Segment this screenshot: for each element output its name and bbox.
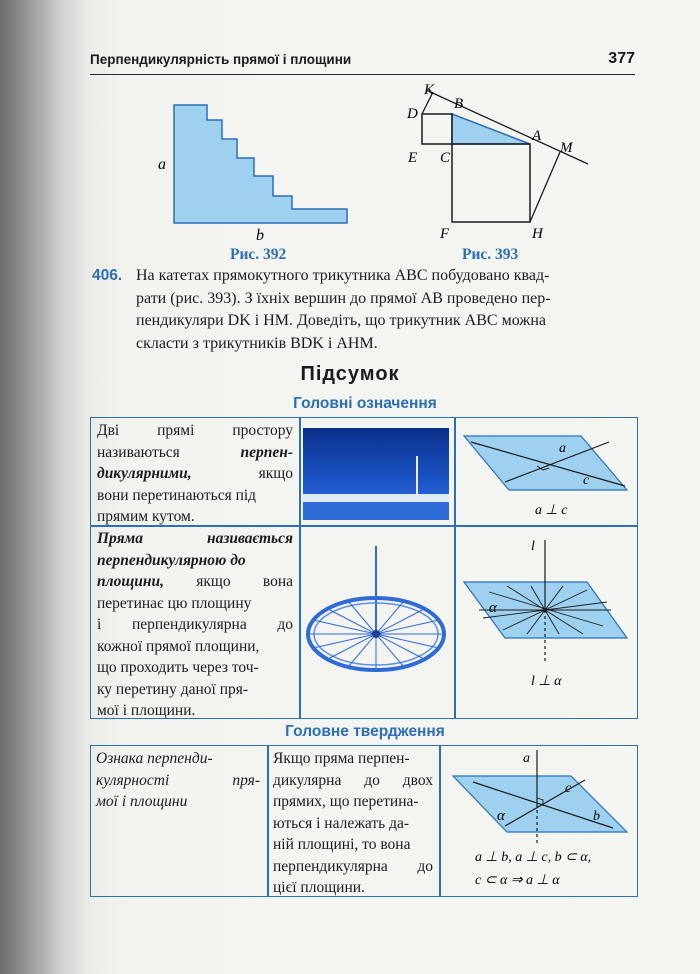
- text-line: дикулярними, якщо: [97, 465, 293, 482]
- text-line: кожної прямої площини,: [97, 637, 260, 655]
- running-title: Перпендикулярність прямої і площини: [90, 52, 352, 67]
- theorem-statement: [273, 748, 433, 899]
- label-l: l: [531, 539, 535, 554]
- text-line: мої і площини.: [97, 702, 196, 719]
- photo-perpendicular-lines: [303, 428, 449, 520]
- label-b: b: [256, 227, 264, 244]
- text-line: прямих, що перетина-: [273, 793, 419, 810]
- text-line: Дві прямі простору: [97, 422, 293, 439]
- theorem-name: [96, 748, 260, 813]
- text-line: перетинає цю площину: [97, 594, 252, 612]
- text-line: дикулярна до двох: [273, 771, 433, 789]
- formula-1: a ⊥ b, a ⊥ c, b ⊂ α,: [475, 850, 592, 865]
- text-line: Якщо пряма перпен-: [273, 750, 410, 767]
- label-m: M: [560, 140, 573, 156]
- label-alpha: α: [497, 808, 505, 824]
- definitions-title: Головні означення: [293, 395, 437, 412]
- problem-number: 406.: [92, 267, 123, 284]
- label-f: F: [440, 226, 450, 242]
- text-line: Пряма називається: [97, 530, 293, 547]
- square-bdec: [422, 114, 452, 144]
- theorem-title: Головне твердження: [285, 723, 445, 740]
- definition-1-text: [97, 420, 293, 528]
- col-divider: [267, 746, 269, 896]
- text-line: перпендикулярною до: [97, 551, 246, 569]
- diagram-line-plane: [459, 530, 633, 718]
- label-alpha: α: [489, 600, 497, 616]
- text-line: і перпендикулярна до: [97, 616, 293, 633]
- col-divider: [439, 746, 441, 896]
- problem-line: скласти з трикутників BDK і AHM.: [136, 334, 378, 352]
- diagram-caption: l ⊥ α: [531, 674, 562, 689]
- label-a: a: [523, 751, 530, 766]
- formula-2: c ⊂ α ⇒ a ⊥ α: [475, 873, 560, 888]
- label-c: C: [440, 150, 451, 166]
- text-line: цієї площини.: [273, 879, 365, 896]
- col-divider: [454, 418, 456, 718]
- figure-393: [400, 82, 600, 244]
- label-h: H: [532, 226, 543, 242]
- perpendicular-hm: [530, 152, 560, 222]
- text-line: ються і належать да-: [273, 814, 410, 832]
- figure-392: [150, 95, 370, 245]
- text-line: площини, якщо вона: [97, 573, 293, 590]
- text-line: називаються перпен-: [97, 443, 293, 461]
- label-e: E: [408, 150, 418, 166]
- text-line: ній площині, то вона: [273, 836, 411, 853]
- label-k: K: [424, 82, 435, 98]
- definitions-table: [90, 417, 638, 719]
- label-a: a: [559, 441, 566, 456]
- page-number: 377: [608, 50, 635, 67]
- staircase-shape: [174, 105, 347, 223]
- figure-393-caption: Рис. 393: [462, 246, 519, 263]
- label-a: a: [158, 156, 166, 173]
- label-d: D: [407, 106, 418, 122]
- label-c: c: [583, 473, 590, 488]
- label-b: b: [593, 809, 600, 824]
- theorem-table: [90, 745, 638, 897]
- problem-line: На катетах прямокутного трикутника ABC побудовано квад-: [136, 267, 550, 284]
- problem-line: пендикуляри DK і HM. Доведіть, що трикутник ABC можна: [136, 312, 547, 329]
- triangle-abc: [452, 114, 530, 144]
- text-line: мої і площини: [96, 793, 188, 810]
- text-line: Ознака перпенди-: [96, 750, 213, 767]
- label-a: A: [532, 128, 542, 144]
- definition-2-text: [97, 528, 293, 722]
- text-line: що проходить через точ-: [97, 659, 259, 676]
- text-line: прямим кутом.: [97, 508, 195, 525]
- diagram-theorem: [443, 748, 635, 894]
- text-line: кулярності пря-: [96, 771, 260, 789]
- label-b: B: [454, 96, 464, 112]
- diagram-caption: a ⊥ c: [535, 503, 568, 518]
- figure-392-caption: Рис. 392: [230, 246, 287, 263]
- summary-title: Підсумок: [300, 363, 400, 385]
- label-c: c: [565, 781, 572, 796]
- text-line: ку перетину даної пря-: [97, 680, 249, 698]
- text-line: вони перетинаються під: [97, 486, 257, 504]
- square-acfh: [452, 144, 530, 222]
- page-header: [90, 48, 635, 75]
- problem-text: [136, 265, 636, 355]
- problem-line: рати (рис. 393). З їхніх вершин до прямої AB проведено пер-: [136, 289, 551, 307]
- diagram-lines-a-c: [459, 424, 633, 522]
- col-divider: [299, 418, 301, 718]
- text-line: перпендикулярна до: [273, 857, 433, 875]
- photo-wheel-with-axle: [303, 546, 449, 686]
